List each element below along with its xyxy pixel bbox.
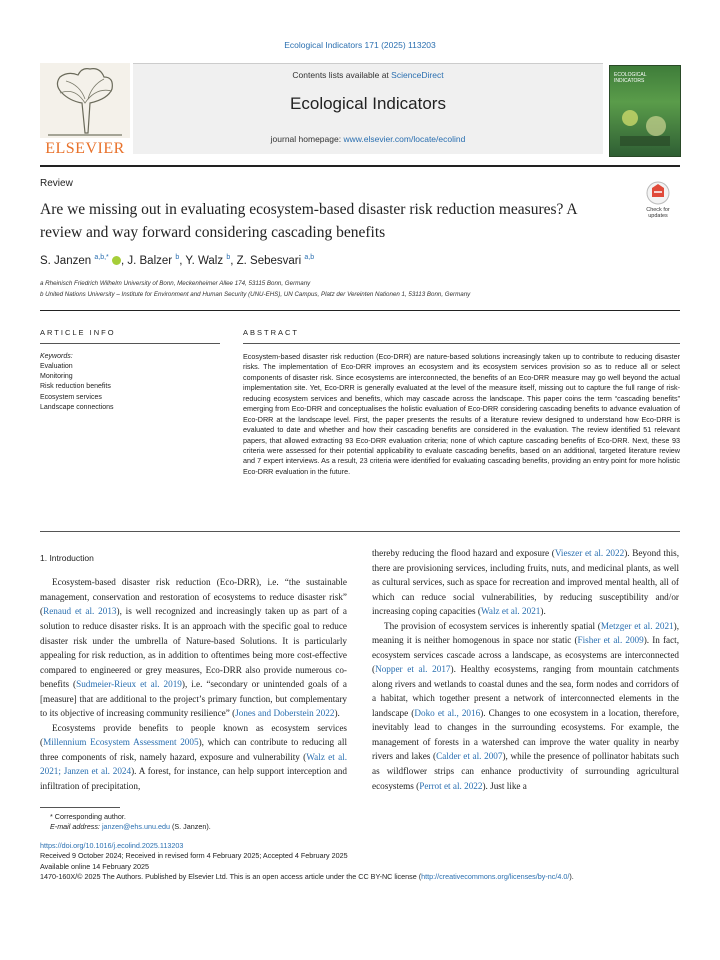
author-affiliation-marker[interactable]: a,b,*	[94, 254, 109, 261]
keyword: Landscape connections	[40, 403, 114, 411]
author-name[interactable]: S. Janzen	[40, 254, 92, 267]
publisher-wordmark[interactable]: ELSEVIER	[45, 140, 125, 157]
section-heading: 1. Introduction	[40, 553, 94, 563]
abstract-end-rule	[40, 531, 680, 532]
corresponding-author-note: * Corresponding author.	[50, 812, 126, 821]
body-paragraph: thereby reducing the flood hazard and exposure (Vieszer et al. 2022). Beyond this, there are provisioning services, including fruits, nuts, and medicinal plants, as well as cultural services, such as space for recreation and improved mental health, all of which can reduce social vulnerabilities, by reducing susceptibility and/or increasing coping capacities (Walz et al. 2021).	[372, 548, 680, 617]
abstract-rule	[243, 343, 680, 344]
license-link[interactable]: http://creativecommons.org/licenses/by-nc/4.0/	[421, 872, 570, 882]
header-box	[133, 63, 603, 154]
citation-link[interactable]: Doko et al., 2016	[414, 707, 481, 718]
received-dates: Received 9 October 2024; Received in revised form 4 February 2025; Accepted 4 February 2025	[40, 851, 348, 861]
doi-link[interactable]: https://doi.org/10.1016/j.ecolind.2025.113203	[40, 840, 184, 850]
body-paragraph: Ecosystem-based disaster risk reduction (Eco-DRR), i.e. “the sustainable management, conservation and restoration of ecosystems to reduce disaster risk” (Renaud et al. 2013), is well recognized and increasingly taken up as part of a solution to reduce disaster risks. It is an approach with the specific goal to reduce disaster risk under the umbrella of Nature-based Solutions. It is particularly appealing for risk reduction, as in addition to oftentimes being more cost-effective compared to engineered or grey measures, Eco-DRR also provide numerous co-benefits (Sudmeier-Rieux et al. 2019), i.e. “secondary or unintended goals of a [measure] that are additional to the project’s primary function, but complementary to its objective of increasing community resilience” (Jones and Doberstein 2022).	[40, 577, 347, 719]
abstract-text: Ecosystem-based disaster risk reduction (Eco-DRR) are nature-based solutions increasingly taken up to contribute to reducing disaster risks. The implementation of Eco-DRR improves an ecosystem and its ecosystem services provision so as to reduce all or select components of disaster risk. Since ecosystems are interconnected, the benefits of an Eco-DRR measure may go well beyond the actual implementation site. Yet, Eco-DRR is generally evaluated at the level of the measure itself, missing out to capture the full range of risk-reducing ecosystem services and benefits, which may cascade across the landscape. This paper coins the term “cascading benefits” emerging from Eco-DRR and conceptualises the holistic evaluation of Eco-DRR considering cascading benefits to advance evaluation of Eco-DRR at the landscape level. First, the paper presents the results of a literature review designed to understand how Eco-DRR is evaluated to date and whether and how their cascading benefits are considered in the evaluation. The review identified 51 relevant papers, that allowed extracting 93 Eco-DRR evaluation criteria; none of which capture cascading benefits of Eco-DRR. Next, these 93 criteria were assessed for their potential applicability to evaluate cascading benefits, based on an additional, targeted literature review and 7 expert interviews. As a result, 23 criteria were identified for evaluating cascading benefits, providing an entry point for more holistic Eco-DRR evaluation in the future.	[243, 352, 680, 476]
citation-link[interactable]: Fisher et al. 2009	[577, 635, 644, 646]
body-paragraph: The provision of ecosystem services is inherently spatial (Metzger et al. 2021), meaning it is neither homogenous in space nor static (Fisher et al. 2009). In fact, ecosystem services cascade across a landscape, as ecosystems are interconnected (Nopper et al. 2017). Healthy ecosystems, ranging from mountain catchments along rivers and wetlands to coastal dunes and the sea, form nodes and corridors of a habitat, which together present a network of interconnected elements in the landscape (Doko et al., 2016). Changes to one ecosystem in a location, therefore, inevitably lead to changes in the surrounding ecosystems. For example, the management of forests in a watershed can improve the water quality in nearby rivers and lakes (Calder et al. 2007), while the presence of pollinator habitats such as wildflower strips can enhance productivity of surrounding agricultural ecosystems (Perrot et al. 2022). Just like a	[372, 620, 680, 791]
author-list: S. Janzen $^{a,b,*}$ , J. Balzer $^b$, Y. Walz $^b$, Z. Sebesvari $^{a,b}$	[40, 254, 315, 267]
svg-text:updates: updates	[648, 213, 668, 219]
keywords-label: Keywords:	[40, 353, 73, 360]
body-paragraph: Ecosystems provide benefits to people known as ecosystem services (Millennium Ecosystem Assessment 2005), which can contribute to reducing all three components of risk, namely hazard, exposure and vulnerability (Walz et al. 2021; Janzen et al. 2024). A forest, for instance, can help support interception and infiltration of precipitation,	[40, 722, 348, 791]
cover-title: ECOLOGICAL INDICATORS	[614, 72, 647, 84]
author-affiliation-marker[interactable]: b	[175, 254, 180, 261]
author-name[interactable]: J. Balzer	[127, 254, 173, 267]
keywords-block	[40, 352, 220, 413]
journal-name[interactable]: Ecological Indicators	[290, 94, 446, 113]
journal-citation[interactable]: Ecological Indicators 171 (2025) 113203	[284, 40, 436, 50]
body-column-left	[40, 552, 347, 793]
keyword: Risk reduction benefits	[40, 383, 111, 391]
author-name[interactable]: Z. Sebesvari	[236, 254, 302, 267]
check-for-updates-badge[interactable]	[640, 180, 676, 220]
contents-prefix: Contents lists available at	[292, 70, 392, 80]
body-column-right	[372, 546, 679, 793]
footnotes	[40, 812, 680, 883]
homepage-link[interactable]: www.elsevier.com/locate/ecolind	[343, 134, 466, 144]
keyword: Ecosystem services	[40, 393, 102, 401]
article-title: Are we missing out in evaluating ecosystem-based disaster risk reduction measures? A review and way forward considering cascading benefits	[40, 201, 577, 242]
article-info-rule	[40, 343, 220, 344]
homepage-prefix: journal homepage:	[270, 134, 344, 144]
citation-link[interactable]: Renaud et al. 2013	[43, 606, 117, 617]
citation-link[interactable]: Metzger et al. 2021	[600, 620, 674, 631]
citation-link[interactable]: Walz et al. 2021; Janzen et al. 2024	[40, 751, 348, 777]
citation-link[interactable]: Walz et al. 2021	[480, 606, 541, 617]
check-updates-label: Check for	[646, 207, 670, 213]
available-date: Available online 14 February 2025	[40, 861, 149, 871]
footnote-rule	[40, 807, 120, 808]
contents-line	[133, 70, 603, 80]
affiliation: a Rheinisch Friedrich Wilhelm University of Bonn, Meckenheimer Allee 174, 53115 Bonn, Germany	[40, 280, 311, 287]
author-affiliation-marker[interactable]: a,b	[304, 254, 315, 261]
citation-link[interactable]: Vieszer et al. 2022	[554, 548, 625, 558]
sciencedirect-link[interactable]: ScienceDirect	[391, 70, 444, 80]
header-rule	[40, 165, 680, 167]
keyword: Monitoring	[40, 373, 73, 381]
article-type: Review	[40, 178, 73, 189]
citation-link[interactable]: Calder et al. 2007	[436, 751, 503, 762]
info-rule	[40, 310, 680, 311]
citation-link[interactable]: Nopper et al. 2017	[375, 664, 451, 675]
journal-homepage	[133, 134, 603, 144]
journal-header	[40, 63, 680, 158]
orcid-icon[interactable]	[112, 256, 121, 265]
author-affiliation-marker[interactable]: b	[226, 254, 231, 261]
journal-cover-image[interactable]	[609, 65, 681, 157]
email-link[interactable]: janzen@ehs.unu.edu	[101, 822, 170, 832]
citation-link[interactable]: Sudmeier-Rieux et al. 2019	[76, 679, 182, 690]
citation-link[interactable]: Jones and Doberstein 2022	[235, 708, 335, 719]
license-line: 1470-160X/© 2025 The Authors. Published by Elsevier Ltd. This is an open access article under the CC BY-NC license (http://creativecommons.org/licenses/by-nc/4.0/).	[40, 872, 574, 882]
article-info-heading: ARTICLE INFO	[40, 328, 116, 337]
abstract-heading: ABSTRACT	[243, 328, 300, 337]
keyword: Evaluation	[40, 363, 73, 371]
affiliation: b United Nations University – Institute for Environment and Human Security (UNU-EHS), UN Campus, Platz der Vereinten Nationen 1, 53113 Bonn, Germany	[40, 291, 471, 298]
citation-link[interactable]: Millennium Ecosystem Assessment 2005	[43, 737, 199, 748]
citation-link[interactable]: Perrot et al. 2022	[419, 780, 483, 791]
email-line: E-mail address: janzen@ehs.unu.edu (S. Janzen).	[50, 822, 211, 832]
author-name[interactable]: Y. Walz	[185, 254, 224, 267]
